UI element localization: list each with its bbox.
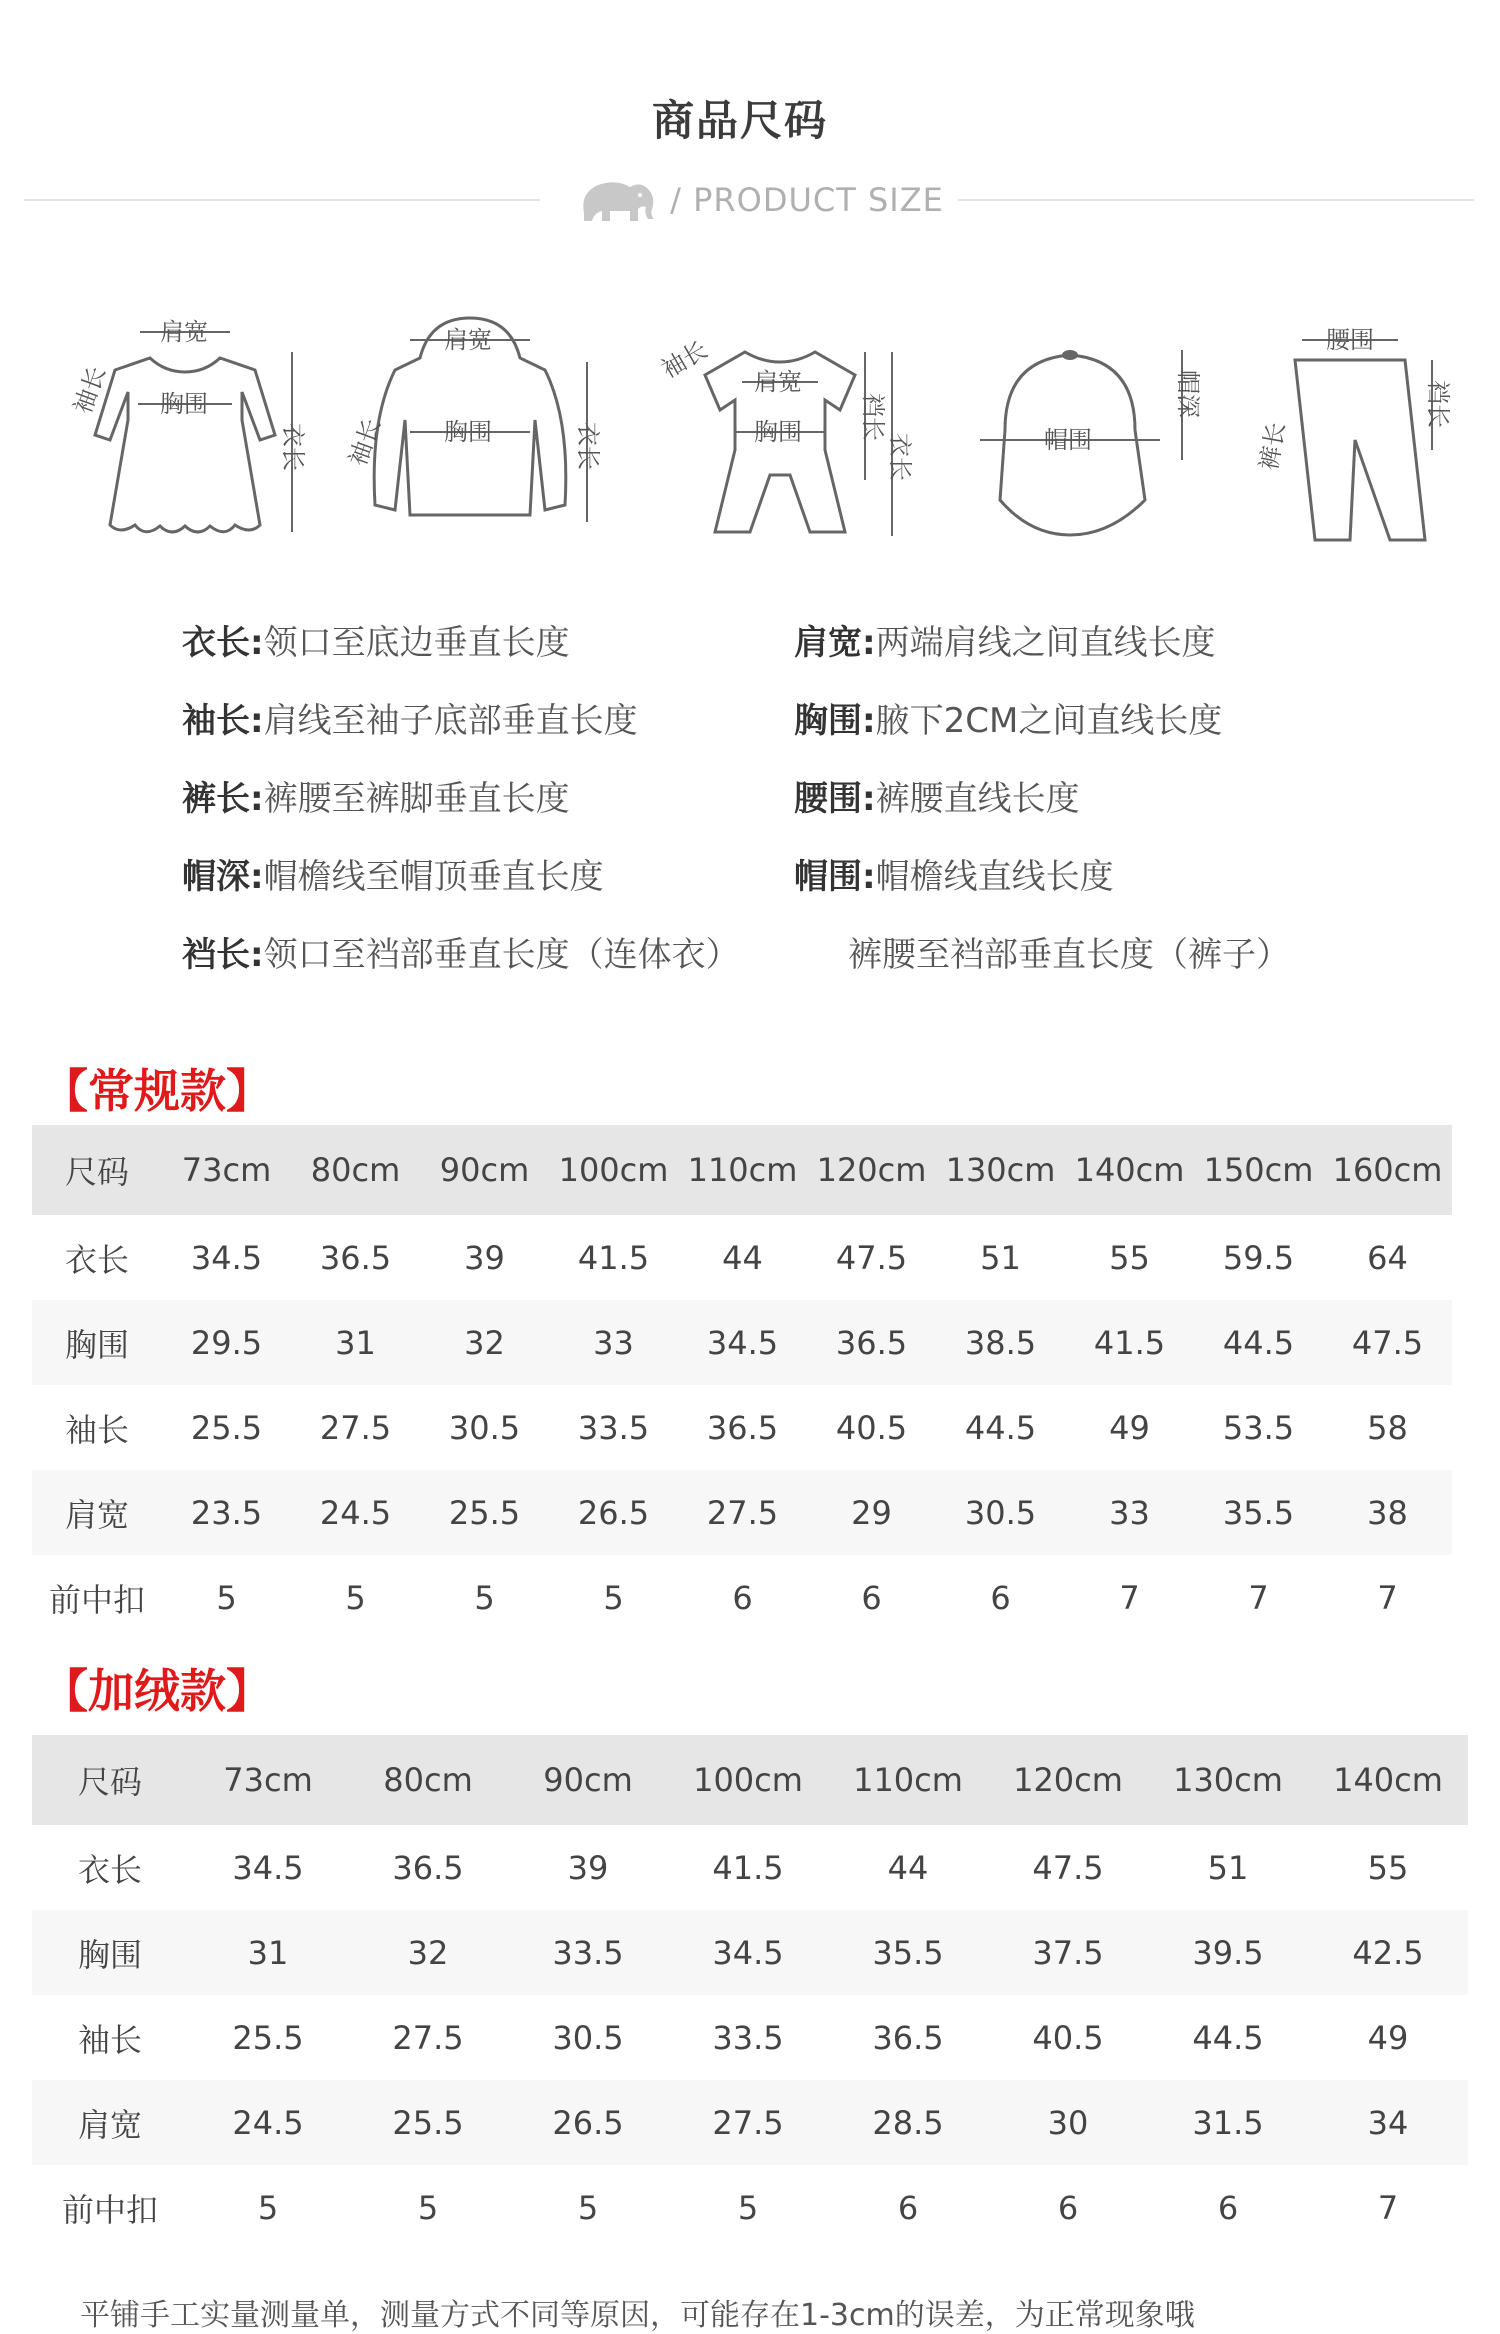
table-row [32,2165,1468,2250]
pants-length-label: 裤长 [1254,420,1291,473]
definition-term: 裤长: [182,779,264,819]
definition-desc: 裤腰至裆部垂直长度（裤子） [848,935,1290,975]
table-row [32,1555,1452,1640]
table-cell: 35.5 [1194,1470,1323,1555]
table-cell: 29 [807,1470,936,1555]
definition-row [182,615,1382,693]
table-cell: 51 [1207,1848,1249,1887]
header-cell: 110cm [828,1735,988,1825]
romper-shoulder-label: 肩宽 [754,368,802,396]
table-cell: 29.5 [162,1300,291,1385]
table-cell: 44.5 [1192,2018,1264,2057]
header-cell: 140cm [1065,1125,1194,1215]
dress-sleeve-label: 袖长 [68,362,112,418]
header-cell: 90cm [508,1735,668,1825]
row-label-cell: 前中扣 [48,1580,145,1619]
definition-desc: 裤腰直线长度 [875,779,1080,819]
table-cell: 32 [348,1910,508,1995]
romper-crotch-label: 裆长 [859,393,887,441]
table-cell: 7 [1377,2188,1399,2227]
header-cell: 130cm [1148,1735,1308,1825]
definition-item [182,849,604,898]
table-cell: 28.5 [828,2080,988,2165]
table-cell: 34.5 [678,1300,807,1385]
table-cell: 7 [1377,1578,1398,1617]
definition-item [794,849,1114,898]
definition-item [794,771,1080,820]
table-row [32,1910,1468,1995]
table-cell: 30.5 [552,2018,624,2057]
table-cell: 47.5 [1323,1300,1452,1385]
table-cell: 31 [291,1300,420,1385]
table-cell: 34.5 [190,1238,263,1277]
regular-section-title: 【常规款】 [42,1064,272,1118]
row-label-cell: 胸围 [32,1300,162,1385]
table-row [32,1995,1468,2080]
table-cell: 5 [257,2188,279,2227]
table-cell: 59.5 [1222,1238,1295,1277]
table-cell: 44.5 [1194,1300,1323,1385]
table-cell: 36.5 [706,1408,779,1447]
definition-row [182,693,1382,771]
table-cell: 40.5 [835,1408,908,1447]
definition-item [182,927,740,976]
table-row [32,1215,1452,1300]
definition-item [182,771,570,820]
table-cell: 5 [577,2188,599,2227]
divider-line-right [958,199,1474,201]
table-cell: 26.5 [508,2080,668,2165]
definition-desc: 帽檐线至帽顶垂直长度 [263,857,604,897]
dress-shoulder-label: 肩宽 [160,318,208,346]
table-cell: 49 [1109,1408,1150,1447]
definition-term: 袖长: [182,701,264,741]
row-label-cell: 肩宽 [32,1470,162,1555]
table-cell: 5 [417,2188,439,2227]
table-cell: 31 [188,1910,348,1995]
dress-chest-label: 胸围 [160,390,208,418]
table-cell: 38 [1323,1470,1452,1555]
table-cell: 6 [1057,2188,1079,2227]
table-cell: 30.5 [448,1408,521,1447]
header-cell: 160cm [1323,1125,1452,1215]
table-cell: 37.5 [988,1910,1148,1995]
subtitle [560,170,960,230]
row-label-cell: 袖长 [64,1410,129,1449]
definition-item [794,615,1216,664]
footer-note: 平铺手工实量测量单，测量方式不同等原因，可能存在1-3cm的误差，为正常现象哦 [80,2298,1195,2333]
table-cell: 7 [1119,1578,1140,1617]
table-cell: 23.5 [162,1470,291,1555]
table-cell: 25.5 [232,2018,304,2057]
table-cell: 27.5 [668,2080,828,2165]
hoodie-chest-label: 胸围 [444,418,492,446]
table-cell: 32 [420,1300,549,1385]
pants-crotch-label: 裆长 [1424,380,1452,428]
table-cell: 40.5 [1032,2018,1104,2057]
table-cell: 58 [1367,1408,1408,1447]
header-cell: 80cm [291,1125,420,1215]
table-cell: 27.5 [319,1408,392,1447]
table-cell: 33 [549,1300,678,1385]
table-header-row [32,1735,1468,1825]
table-cell: 39 [464,1238,505,1277]
table-cell: 55 [1109,1238,1150,1277]
table-cell: 25.5 [190,1408,263,1447]
definition-desc: 领口至裆部垂直长度（连体衣） [263,935,740,975]
header-cell: 尺码 [32,1735,188,1825]
header-cell: 73cm [188,1735,348,1825]
table-cell: 44.5 [964,1408,1037,1447]
table-cell: 41.5 [577,1238,650,1277]
definition-row [182,849,1382,927]
elephant-icon [576,175,660,225]
table-cell: 38.5 [936,1300,1065,1385]
table-cell: 5 [603,1578,624,1617]
hoodie-length-label: 衣长 [574,422,602,470]
dress-diagram [60,300,310,550]
table-cell: 5 [737,2188,759,2227]
hat-depth-label: 帽深 [1174,370,1202,418]
definition-term: 帽围: [794,857,876,897]
table-row [32,1300,1452,1385]
header-cell: 120cm [807,1125,936,1215]
fleece-size-table [32,1735,1468,2250]
page-title: 商品尺码 [651,96,828,145]
table-cell: 47.5 [835,1238,908,1277]
definition-term: 衣长: [182,623,264,663]
definition-term: 裆长: [182,935,264,975]
row-label-cell: 衣长 [64,1240,129,1279]
hoodie-sleeve-label: 袖长 [343,414,387,470]
header-cell: 90cm [420,1125,549,1215]
table-cell: 33.5 [508,1910,668,1995]
table-cell: 34.5 [232,1848,304,1887]
definition-term: 肩宽: [794,623,876,663]
definition-desc: 肩线至袖子底部垂直长度 [263,701,638,741]
table-cell: 36.5 [392,1848,464,1887]
row-label-cell: 肩宽 [32,2080,188,2165]
definition-term: 帽深: [182,857,264,897]
table-cell: 64 [1367,1238,1408,1277]
table-row [32,1385,1452,1470]
row-label-cell: 胸围 [32,1910,188,1995]
header-cell: 80cm [348,1735,508,1825]
table-cell: 24.5 [188,2080,348,2165]
definition-row [182,771,1382,849]
table-cell: 27.5 [678,1470,807,1555]
table-cell: 31.5 [1148,2080,1308,2165]
table-cell: 33.5 [712,2018,784,2057]
table-cell: 36.5 [807,1300,936,1385]
header-cell: 73cm [162,1125,291,1215]
definition-item [794,693,1222,742]
definition-row [182,927,1382,1005]
table-cell: 5 [474,1578,495,1617]
table-cell: 53.5 [1222,1408,1295,1447]
table-row [32,1825,1468,1910]
header-cell: 140cm [1308,1735,1468,1825]
romper-chest-label: 胸围 [754,418,802,446]
table-cell: 41.5 [1065,1300,1194,1385]
table-cell: 39 [567,1848,609,1887]
table-cell: 5 [216,1578,237,1617]
table-cell: 44 [722,1238,763,1277]
table-cell: 34 [1308,2080,1468,2165]
divider-line-left [24,199,540,201]
table-cell: 25.5 [420,1470,549,1555]
pants-waist-label: 腰围 [1326,326,1374,354]
table-cell: 42.5 [1308,1910,1468,1995]
table-cell: 30.5 [936,1470,1065,1555]
table-cell: 26.5 [549,1470,678,1555]
measurement-diagrams [40,300,1452,560]
table-cell: 6 [897,2188,919,2227]
table-cell: 36.5 [319,1238,392,1277]
table-cell: 6 [1217,2188,1239,2227]
table-cell: 55 [1367,1848,1409,1887]
definition-desc: 裤腰至裤脚垂直长度 [263,779,570,819]
header-cell: 110cm [678,1125,807,1215]
hoodie-shoulder-label: 肩宽 [444,326,492,354]
table-row [32,2080,1468,2165]
table-cell: 35.5 [828,1910,988,1995]
definition-term: 胸围: [794,701,876,741]
table-row [32,1470,1452,1555]
romper-length-label: 衣长 [886,433,914,481]
table-cell: 6 [861,1578,882,1617]
header-cell: 130cm [936,1125,1065,1215]
dress-length-label: 衣长 [279,423,307,471]
table-cell: 49 [1367,2018,1409,2057]
definition-item [182,615,570,664]
hat-circ-label: 帽围 [1044,426,1092,454]
header-cell: 120cm [988,1735,1148,1825]
row-label-cell: 衣长 [77,1850,142,1889]
table-cell: 36.5 [872,2018,944,2057]
table-cell: 34.5 [668,1910,828,1995]
table-cell: 41.5 [712,1848,784,1887]
table-cell: 7 [1248,1578,1269,1617]
table-cell: 24.5 [291,1470,420,1555]
header-cell: 100cm [668,1735,828,1825]
hat-diagram [960,300,1200,550]
definition-term: 腰围: [794,779,876,819]
definition-desc: 两端肩线之间直线长度 [875,623,1216,663]
table-cell: 47.5 [1032,1848,1104,1887]
definition-desc: 腋下2CM之间直线长度 [875,701,1223,741]
romper-diagram [650,300,914,550]
table-cell: 33.5 [577,1408,650,1447]
subtitle-text: / PRODUCT SIZE [670,181,944,219]
measurement-definitions [182,615,1382,1005]
hoodie-diagram [340,300,600,550]
row-label-cell: 前中扣 [61,2190,158,2229]
table-cell: 5 [345,1578,366,1617]
table-cell: 27.5 [392,2018,464,2057]
table-header-row [32,1125,1452,1215]
romper-sleeve-label: 袖长 [656,335,713,384]
pants-diagram [1240,300,1452,550]
table-cell: 44 [887,1848,929,1887]
table-cell: 6 [990,1578,1011,1617]
row-label-cell: 袖长 [77,2020,142,2059]
table-cell: 6 [732,1578,753,1617]
definition-desc: 领口至底边垂直长度 [263,623,570,663]
subtitle-divider [24,170,1474,230]
header-cell: 尺码 [32,1125,162,1215]
regular-size-table [32,1125,1452,1640]
header-cell: 100cm [549,1125,678,1215]
fleece-section-title: 【加绒款】 [42,1664,272,1718]
table-cell: 51 [980,1238,1021,1277]
definition-item [182,693,638,742]
header-cell: 150cm [1194,1125,1323,1215]
table-cell: 25.5 [348,2080,508,2165]
table-cell: 33 [1065,1470,1194,1555]
table-cell: 30 [988,2080,1148,2165]
definition-desc: 帽檐线直线长度 [875,857,1114,897]
table-cell: 39.5 [1148,1910,1308,1995]
definition-item [848,927,1290,976]
